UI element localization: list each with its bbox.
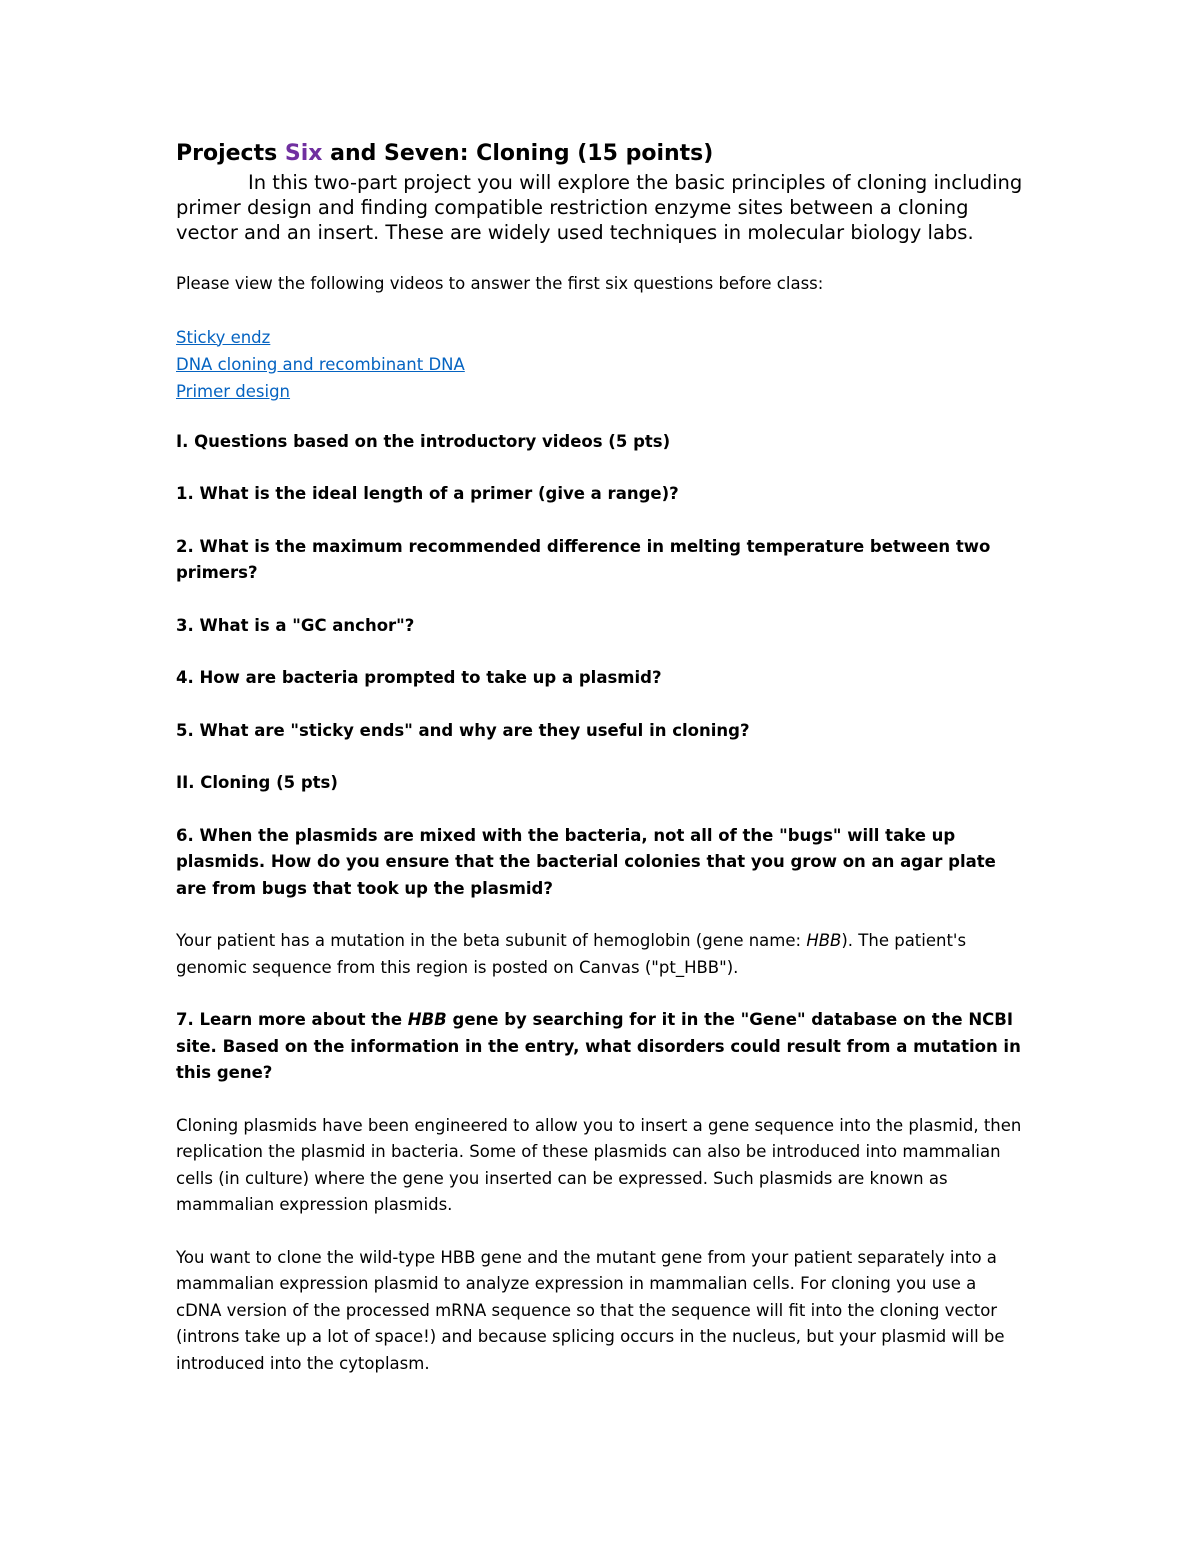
question-7-gene: HBB (407, 1010, 447, 1029)
question-4: 4. How are bacteria prompted to take up a plasmid? (176, 668, 662, 687)
section-heading-2: II. Cloning (5 pts) (176, 773, 338, 792)
title-accent-word: Six (284, 141, 323, 166)
question-7-start: 7. Learn more about the (176, 1010, 408, 1029)
wild-type-paragraph: You want to clone the wild-type HBB gene and the mutant gene from your patient separately into a mammalian expression plasmid to analyze expression in mammalian cells. For cloning you use a cDNA version of the processed mRNA sequence so that the sequence will fit into the cloning vector (introns take up a lot of space!) and because splicing occurs in the nucleus, but your plasmid will be introduced into the cytoplasm. (176, 1247, 1005, 1373)
title-prefix: Projects (176, 141, 285, 166)
intro-paragraph: In this two-part project you will explore the basic principles of cloning including primer design and finding compatible restriction enzyme sites between a cloning vector and an insert. These are widely used techniques in molecular biology labs. (176, 171, 1023, 244)
patient-text-start: Your patient has a mutation in the beta subunit of hemoglobin (gene name: (176, 931, 807, 950)
question-2: 2. What is the maximum recommended difference in melting temperature between two primers? (176, 536, 991, 582)
title-suffix: and Seven: Cloning (15 points) (322, 141, 714, 166)
question-1: 1. What is the ideal length of a primer (give a range)? (176, 484, 679, 503)
page-title (176, 138, 1026, 170)
cloning-plasmids-paragraph: Cloning plasmids have been engineered to allow you to insert a gene sequence into the plasmid, then replication the plasmid in bacteria. Some of these plasmids can also be introduced into mammalian cells (in culture) where the gene you inserted can be expressed. Such plasmids are known as mammalian expression plasmids. (176, 1115, 1022, 1214)
section-heading-1: I. Questions based on the introductory videos (5 pts) (176, 431, 671, 451)
document-page (176, 138, 1026, 1377)
patient-paragraph (176, 928, 1026, 981)
question-7 (176, 1007, 1026, 1087)
question-7-end: gene by searching for it in the "Gene" database on the NCBI site. Based on the information in the entry, what disorders could result from a mutation in this gene? (176, 1010, 1021, 1082)
link-sticky-endz[interactable]: Sticky endz (176, 327, 271, 347)
instructions-text: Please view the following videos to answer the first six questions before class: (176, 274, 824, 293)
link-primer-design[interactable]: Primer design (176, 381, 291, 401)
question-5: 5. What are "sticky ends" and why are they useful in cloning? (176, 720, 750, 740)
question-6: 6. When the plasmids are mixed with the bacteria, not all of the "bugs" will take up plasmids. How do you ensure that the bacterial colonies that you grow on an agar plate are from bugs that took up the plasmid? (176, 825, 996, 898)
video-links (176, 324, 1026, 405)
link-dna-cloning[interactable]: DNA cloning and recombinant DNA (176, 354, 465, 374)
question-3: 3. What is a "GC anchor"? (176, 615, 415, 635)
gene-name: HBB (806, 931, 842, 950)
patient-text-end: ). The patient's genomic sequence from this region is posted on Canvas ("pt_HBB"). (176, 931, 967, 977)
